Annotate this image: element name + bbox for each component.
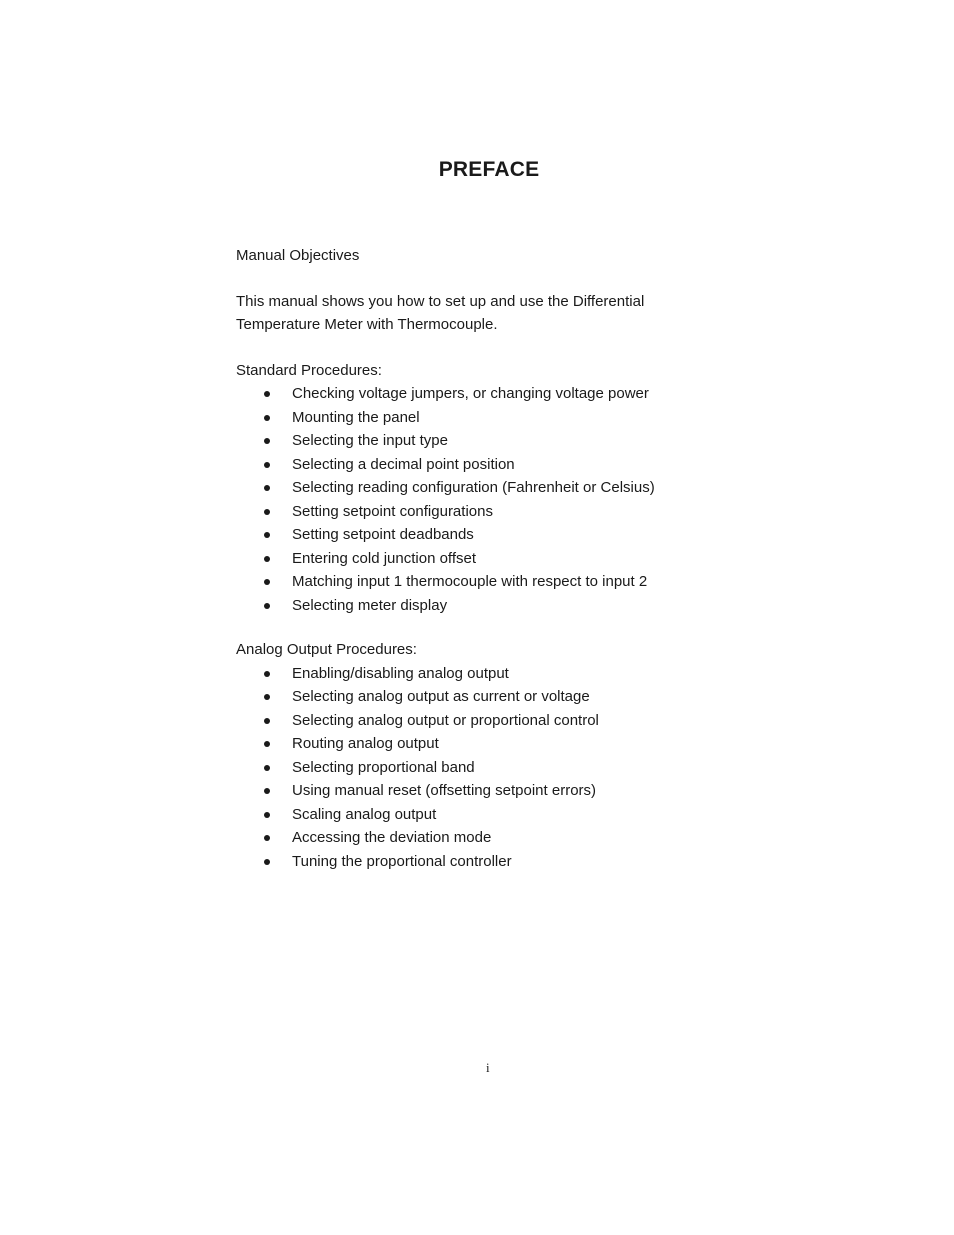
list-item	[236, 662, 796, 686]
list-item-text: Selecting a decimal point position	[292, 455, 515, 473]
list-item	[236, 850, 796, 874]
list-item	[236, 594, 796, 618]
bullet-icon	[264, 462, 270, 468]
bullet-icon	[264, 788, 270, 794]
list-item-text: Routing analog output	[292, 735, 439, 752]
list-item-text: Mounting the panel	[292, 408, 420, 426]
list-item	[236, 382, 796, 406]
list-item	[236, 523, 796, 547]
bullet-icon	[264, 438, 270, 444]
page-title: PREFACE	[438, 158, 540, 181]
analog-output-procedures-heading: Analog Output Procedures:	[236, 641, 417, 658]
bullet-icon	[264, 694, 270, 700]
bullet-icon	[264, 718, 270, 724]
bullet-icon	[264, 485, 270, 491]
list-item-text: Selecting the input type	[292, 432, 448, 449]
list-item-text: Entering cold junction offset	[292, 549, 477, 567]
preface-content	[236, 244, 796, 873]
list-item	[236, 826, 796, 850]
intro-line-2: Temperature Meter with Thermocouple.	[236, 316, 498, 333]
list-item-text: Selecting proportional band	[292, 758, 475, 776]
bullet-icon	[264, 603, 270, 609]
bullet-icon	[264, 765, 270, 771]
list-item	[236, 685, 796, 709]
bullet-icon	[264, 741, 270, 747]
list-item-text: Selecting reading configuration (Fahrenheit or Celsius)	[292, 479, 655, 496]
bullet-icon	[264, 859, 270, 865]
list-item	[236, 803, 796, 827]
list-item	[236, 779, 796, 803]
bullet-icon	[264, 391, 270, 397]
bullet-icon	[264, 415, 270, 421]
list-item-text: Selecting analog output as current or voltage	[292, 688, 590, 705]
list-item	[236, 709, 796, 733]
bullet-icon	[264, 835, 270, 841]
list-item-text: Enabling/disabling analog output	[292, 664, 509, 682]
list-item-text: Selecting analog output or proportional control	[292, 711, 599, 729]
bullet-icon	[264, 556, 270, 562]
intro-line-1: This manual shows you how to set up and use the Differential	[236, 292, 645, 310]
list-item	[236, 570, 796, 594]
list-item-text: Checking voltage jumpers, or changing voltage power	[292, 385, 649, 402]
list-item	[236, 756, 796, 780]
list-item-text: Scaling analog output	[292, 805, 437, 823]
list-item	[236, 500, 796, 524]
manual-objectives-intro	[236, 290, 796, 337]
list-item	[236, 476, 796, 500]
list-item-text: Selecting meter display	[292, 596, 448, 614]
list-item-text: Accessing the deviation mode	[292, 829, 492, 846]
list-item	[236, 547, 796, 571]
bullet-icon	[264, 579, 270, 585]
list-item	[236, 406, 796, 430]
list-item	[236, 453, 796, 477]
bullet-icon	[264, 812, 270, 818]
bullet-icon	[264, 509, 270, 515]
list-item-text: Setting setpoint configurations	[292, 502, 493, 520]
list-item-text: Using manual reset (offsetting setpoint errors)	[292, 782, 597, 799]
list-item-text: Setting setpoint deadbands	[292, 526, 474, 543]
manual-objectives-heading: Manual Objectives	[236, 247, 360, 264]
list-item	[236, 429, 796, 453]
bullet-icon	[264, 532, 270, 538]
bullet-icon	[264, 671, 270, 677]
page-number: i	[486, 1060, 490, 1075]
standard-procedures-list	[236, 382, 796, 617]
list-item-text: Matching input 1 thermocouple with respect to input 2	[292, 573, 648, 590]
standard-procedures-heading: Standard Procedures:	[236, 361, 382, 379]
analog-output-procedures-list	[236, 662, 796, 874]
list-item-text: Tuning the proportional controller	[292, 852, 512, 870]
list-item	[236, 732, 796, 756]
